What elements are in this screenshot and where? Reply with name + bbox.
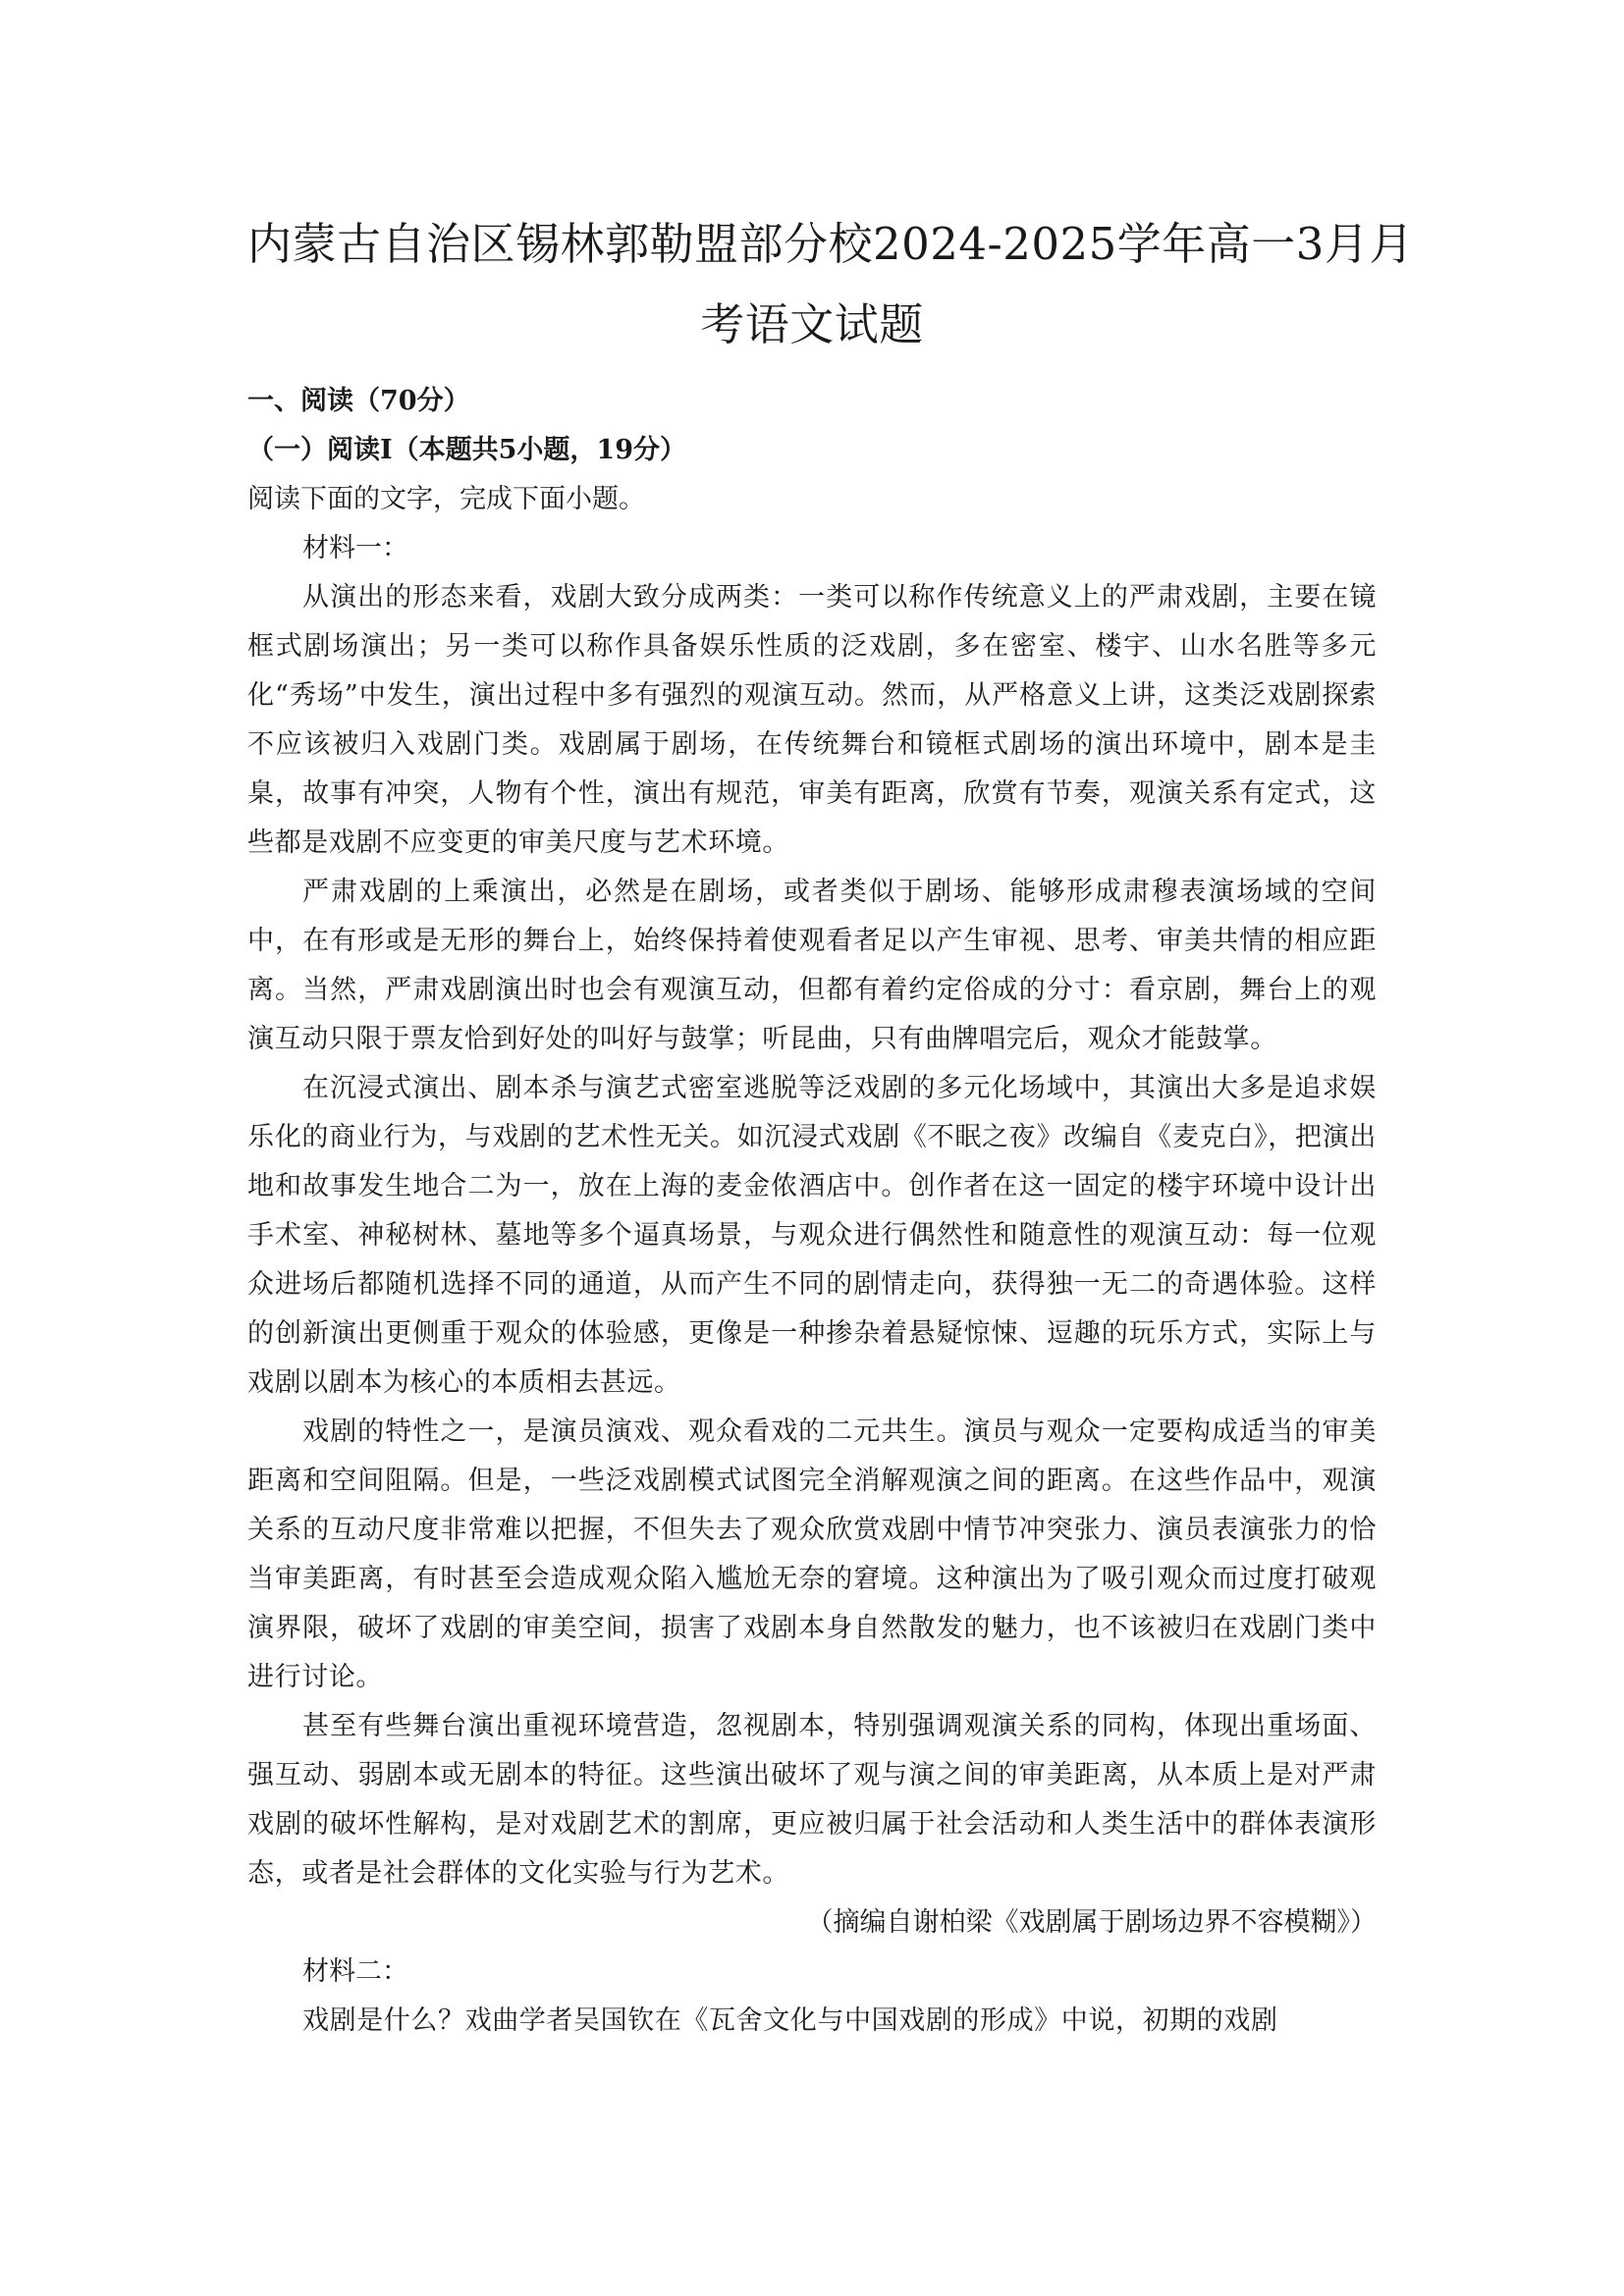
material-1-paragraph: 在沉浸式演出、剧本杀与演艺式密室逃脱等泛戏剧的多元化场域中，其演出大多是追求娱乐化的商业行为，与戏剧的艺术性无关。如沉浸式戏剧《不眠之夜》改编自《麦克白》，把演出地和故事发生地合二为一，放在上海的麦金侬酒店中。创作者在这一固定的楼宇环境中设计出手术室、神秘树林、墓地等多个逼真场景，与观众进行偶然性和随意性的观演互动：每一位观众进场后都随机选择不同的通道，从而产生不同的剧情走向，获得独一无二的奇遇体验。这样的创新演出更侧重于观众的体验感，更像是一种掺杂着悬疑惊悚、逗趣的玩乐方式，实际上与戏剧以剧本为核心的本质相去甚远。	[247, 1073, 1377, 1398]
sub-section-heading: （一）阅读Ⅰ（本题共5小题，19分）	[247, 435, 686, 465]
material-2-label: 材料二：	[302, 1956, 408, 1987]
material-1-paragraph: 甚至有些舞台演出重视环境营造，忽视剧本，特别强调观演关系的同构，体现出重场面、强互动、弱剧本或无剧本的特征。这些演出破坏了观与演之间的审美距离，从本质上是对严肃戏剧的破坏性解构，是对戏剧艺术的割席，更应被归属于社会活动和人类生活中的群体表演形态，或者是社会群体的文化实验与行为艺术。	[247, 1711, 1377, 1889]
material-2-paragraph: 戏剧是什么？戏曲学者吴国钦在《瓦舍文化与中国戏剧的形成》中说，初期的戏剧	[302, 2005, 1278, 2036]
material-1-paragraph: 戏剧的特性之一，是演员演戏、观众看戏的二元共生。演员与观众一定要构成适当的审美距离和空间阻隔。但是，一些泛戏剧模式试图完全消解观演之间的距离。在这些作品中，观演关系的互动尺度非常难以把握，不但失去了观众欣赏戏剧中情节冲突张力、演员表演张力的恰当审美距离，有时甚至会造成观众陷入尴尬无奈的窘境。这种演出为了吸引观众而过度打破观演界限，破坏了戏剧的审美空间，损害了戏剧本身自然散发的魅力，也不该被归在戏剧门类中进行讨论。	[247, 1416, 1377, 1692]
material-1-paragraph: 从演出的形态来看，戏剧大致分成两类：一类可以称作传统意义上的严肃戏剧，主要在镜框式剧场演出；另一类可以称作具备娱乐性质的泛戏剧，多在密室、楼宇、山水名胜等多元化“秀场”中发生，演出过程中多有强烈的观演互动。然而，从严格意义上讲，这类泛戏剧探索不应该被归入戏剧门类。戏剧属于剧场，在传统舞台和镜框式剧场的演出环境中，剧本是圭臬，故事有冲突，人物有个性，演出有规范，审美有距离，欣赏有节奏，观演关系有定式，这些都是戏剧不应变更的审美尺度与艺术环境。	[247, 582, 1377, 858]
title-line-2: 考语文试题	[700, 298, 924, 350]
material-1-paragraph: 严肃戏剧的上乘演出，必然是在剧场，或者类似于剧场、能够形成肃穆表演场域的空间中，在有形或是无形的舞台上，始终保持着使观看者足以产生审视、思考、审美共情的相应距离。当然，严肃戏剧演出时也会有观演互动，但都有着约定俗成的分寸：看京剧，舞台上的观演互动只限于票友恰到好处的叫好与鼓掌；听昆曲，只有曲牌唱完后，观众才能鼓掌。	[247, 877, 1377, 1054]
instruction-text: 阅读下面的文字，完成下面小题。	[247, 484, 645, 514]
material-1-label: 材料一：	[302, 533, 408, 563]
section-heading: 一、阅读（70分）	[247, 386, 470, 416]
document-page	[247, 204, 1414, 2046]
document-title	[247, 204, 1414, 365]
material-1-source: （摘编自谢柏梁《戏剧属于剧场边界不容模糊》）	[806, 1907, 1377, 1938]
title-line-1: 内蒙古自治区锡林郭勒盟部分校2024-2025学年高一3月月	[247, 218, 1414, 270]
